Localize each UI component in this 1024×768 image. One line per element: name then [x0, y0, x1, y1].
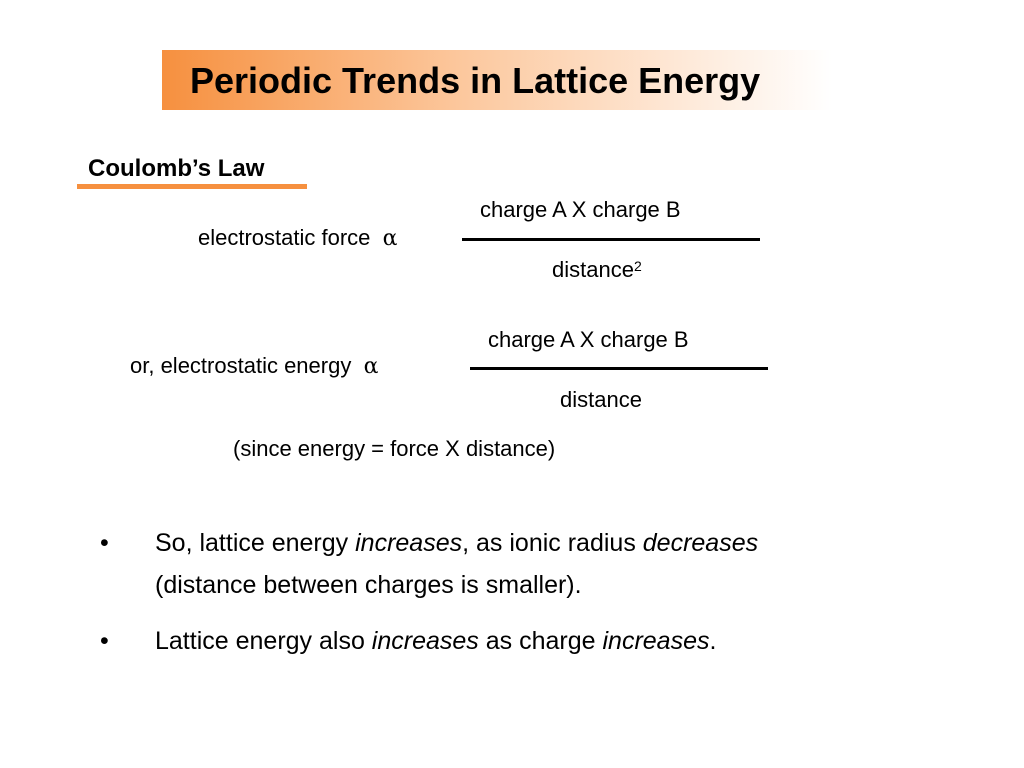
force-denominator-label: distance	[552, 257, 634, 282]
force-numerator: charge A X charge B	[480, 197, 681, 222]
energy-numerator: charge A X charge B	[488, 327, 689, 352]
bullet-text-part: Lattice energy also	[155, 627, 372, 655]
bullet-text	[155, 620, 900, 662]
energy-fraction-bar	[470, 367, 768, 370]
bullet-item	[100, 522, 900, 606]
energy-lhs-label: or, electrostatic energy	[130, 353, 352, 378]
section-heading: Coulomb’s Law	[88, 155, 265, 182]
energy-lhs	[130, 352, 378, 381]
bullet-text-part: So, lattice energy	[155, 529, 356, 557]
bullet-marker: •	[100, 627, 109, 655]
energy-denominator: distance	[560, 387, 642, 412]
emphasis-text: decreases	[642, 529, 759, 557]
bullet-text	[155, 522, 900, 606]
bullet-text-part: (distance between charges is smaller).	[155, 571, 582, 599]
emphasis-text: increases	[602, 627, 710, 655]
bullet-text-part: as charge	[478, 627, 603, 655]
emphasis-text: increases	[371, 627, 479, 655]
exponent: 2	[633, 258, 642, 274]
bullet-text-part: .	[709, 627, 717, 655]
heading-underline	[77, 184, 307, 189]
energy-note: (since energy = force X distance)	[233, 436, 556, 461]
proportional-symbol: α	[382, 226, 398, 251]
slide-title: Periodic Trends in Lattice Energy	[190, 60, 761, 101]
bullet-text-part: , as ionic radius	[462, 529, 643, 557]
force-fraction-bar	[462, 238, 760, 241]
emphasis-text: increases	[355, 529, 463, 557]
bullet-marker: •	[100, 529, 109, 557]
force-denominator	[552, 256, 642, 284]
bullet-item	[100, 620, 900, 662]
bullet-list	[100, 522, 900, 662]
force-lhs	[198, 224, 398, 253]
force-lhs-label: electrostatic force	[198, 225, 371, 250]
proportional-symbol: α	[363, 354, 379, 379]
